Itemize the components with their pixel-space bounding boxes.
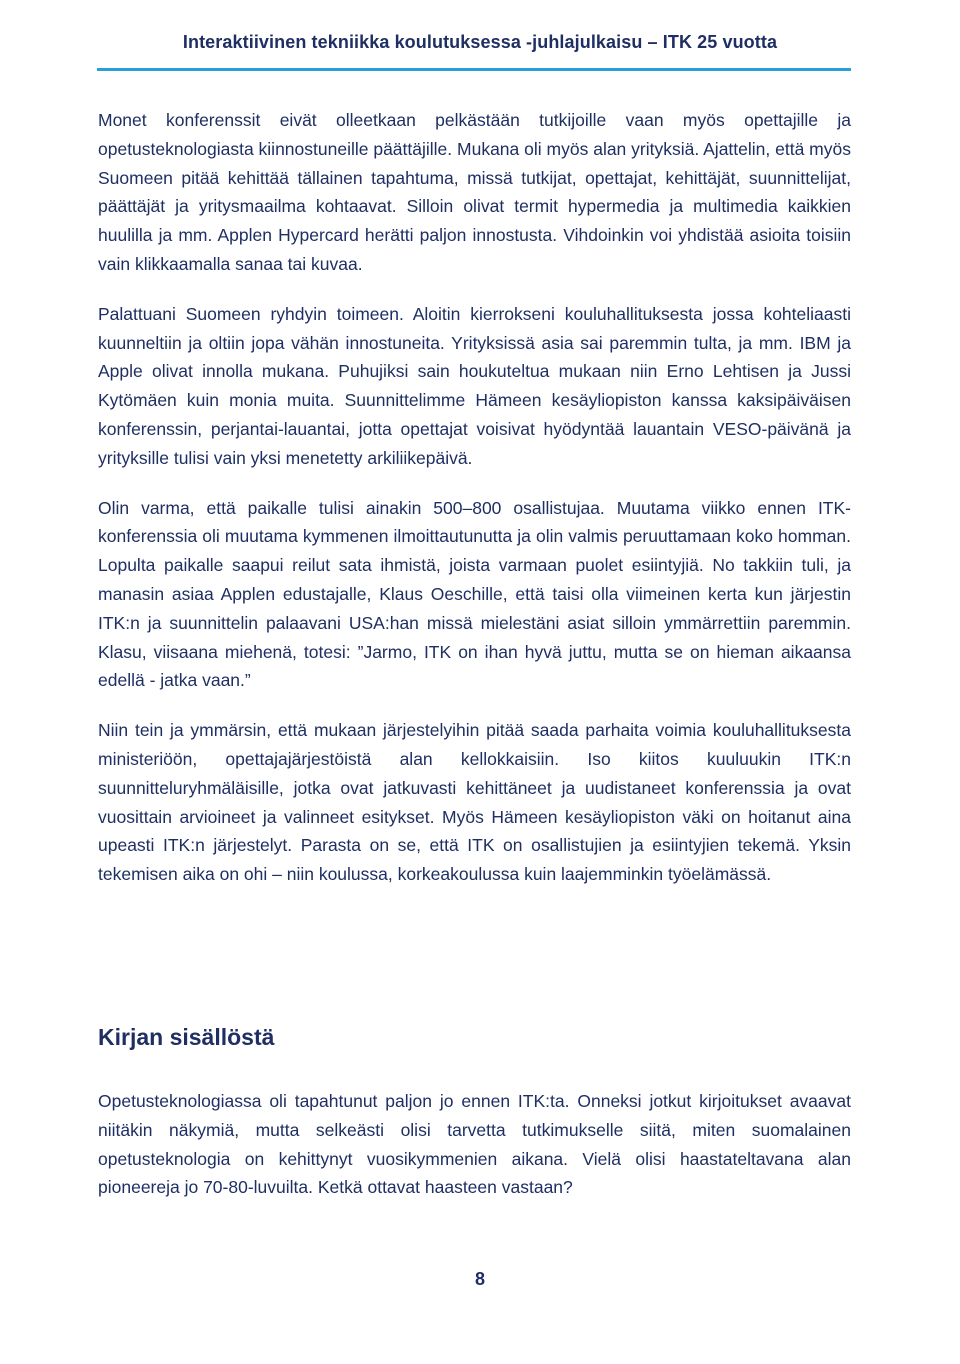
paragraph-4: Niin tein ja ymmärsin, että mukaan järjestelyihin pitää saada parhaita voimia kouluhallituksesta ministeriöön, opettajajärjestöistä alan kellokkaisiin. Iso kiitos kuuluukin ITK:n suunnitteluryhmäläisille, jotka ovat jatkuvasti kehittäneet ja uudistaneet konferenssia ja ovat vuosittain arvioineet ja valinneet esitykset. Myös Hämeen kesäyliopiston väki on hoitanut aina upeasti ITK:n järjestelyt. Parasta on se, että ITK on osallistujien ja esiintyjien tekemä. Yksin tekemisen aika on ohi – niin koulussa, korkeakoulussa kuin laajemminkin työelämässä. — [98, 720, 851, 885]
section-paragraph: Opetusteknologiassa oli tapahtunut paljon jo ennen ITK:ta. Onneksi jotkut kirjoitukset avaavat niitäkin näkymiä, mutta selkeästi olisi tarvetta tutkimukselle siitä, miten suomalainen opetusteknologia on kehittynyt vuosikymmenien aikana. Vielä olisi haastateltavana alan pioneereja jo 70-80-luvuilta. Ketkä ottavat haasteen vastaan? — [98, 1091, 851, 1198]
paragraph-2: Palattuani Suomeen ryhdyin toimeen. Aloitin kierrokseni kouluhallituksesta jossa kohteliaasti kuunneltiin ja oltiin jopa vähän innostuneita. Yrityksissä asia sai paremmin tulta, ja mm. IBM ja Apple olivat innolla mukana. Puhujiksi sain houkuteltua mukaan niin Erno Lehtisen ja Jussi Kytömäen kuin monia muita. Suunnittelimme Hämeen kesäyliopiston kanssa kaksipäiväisen konferenssin, perjantai-lauantai, jotta opettajat voisivat hyödyntää lauantain VESO-päivänä ja yrityksille tulisi vain yksi menetetty arkiliikepäivä. — [98, 303, 851, 468]
running-header: Interaktiivinen tekniikka koulutuksessa -juhlajulkaisu – ITK 25 vuotta — [182, 32, 778, 52]
section-heading: Kirjan sisällöstä — [98, 1024, 275, 1050]
body-text — [98, 106, 851, 910]
paragraph-1: Monet konferenssit eivät olleetkaan pelkästään tutkijoille vaan myös opettajille ja opetusteknologiasta kiinnostuneille päättäjille. Mukana oli myös alan yrityksiä. Ajattelin, että myös Suomeen pitää kehittää tällainen tapahtuma, missä tutkijat, opettajat, kehittäjät, suunnittelijat, päättäjät ja yritysmaailma kohtaavat. Silloin olivat termit hypermedia ja multimedia kaikkien huulilla ja mm. Applen Hypercard herätti paljon innostusta. Vihdoinkin voi yhdistää asioita toisiin vain klikkaamalla sanaa tai kuvaa. — [98, 110, 851, 274]
page-number: 8 — [474, 1269, 485, 1289]
paragraph-3: Olin varma, että paikalle tulisi ainakin 500–800 osallistujaa. Muutama viikko ennen ITK-konferenssia oli muutama kymmenen ilmoittautunutta ja olin valmis peruuttamaan koko homman. Lopulta paikalle saapui reilut sata ihmistä, joista varmaan puolet esiintyjiä. No takkiin tuli, ja manasin asiaa Applen edustajalle, Klaus Oeschille, että taisi olla viimeinen kerta kun järjestin ITK:n ja suunnittelin palaavani USA:han missä mielestäni asiat silloin ymmärrettiin paremmin. Klasu, viisaana miehenä, totesi: ”Jarmo, ITK on ihan hyvä juttu, mutta se on hieman aikaansa edellä - jatka vaan.” — [98, 497, 851, 691]
header-rule — [97, 68, 851, 71]
section-body — [98, 1087, 851, 1202]
